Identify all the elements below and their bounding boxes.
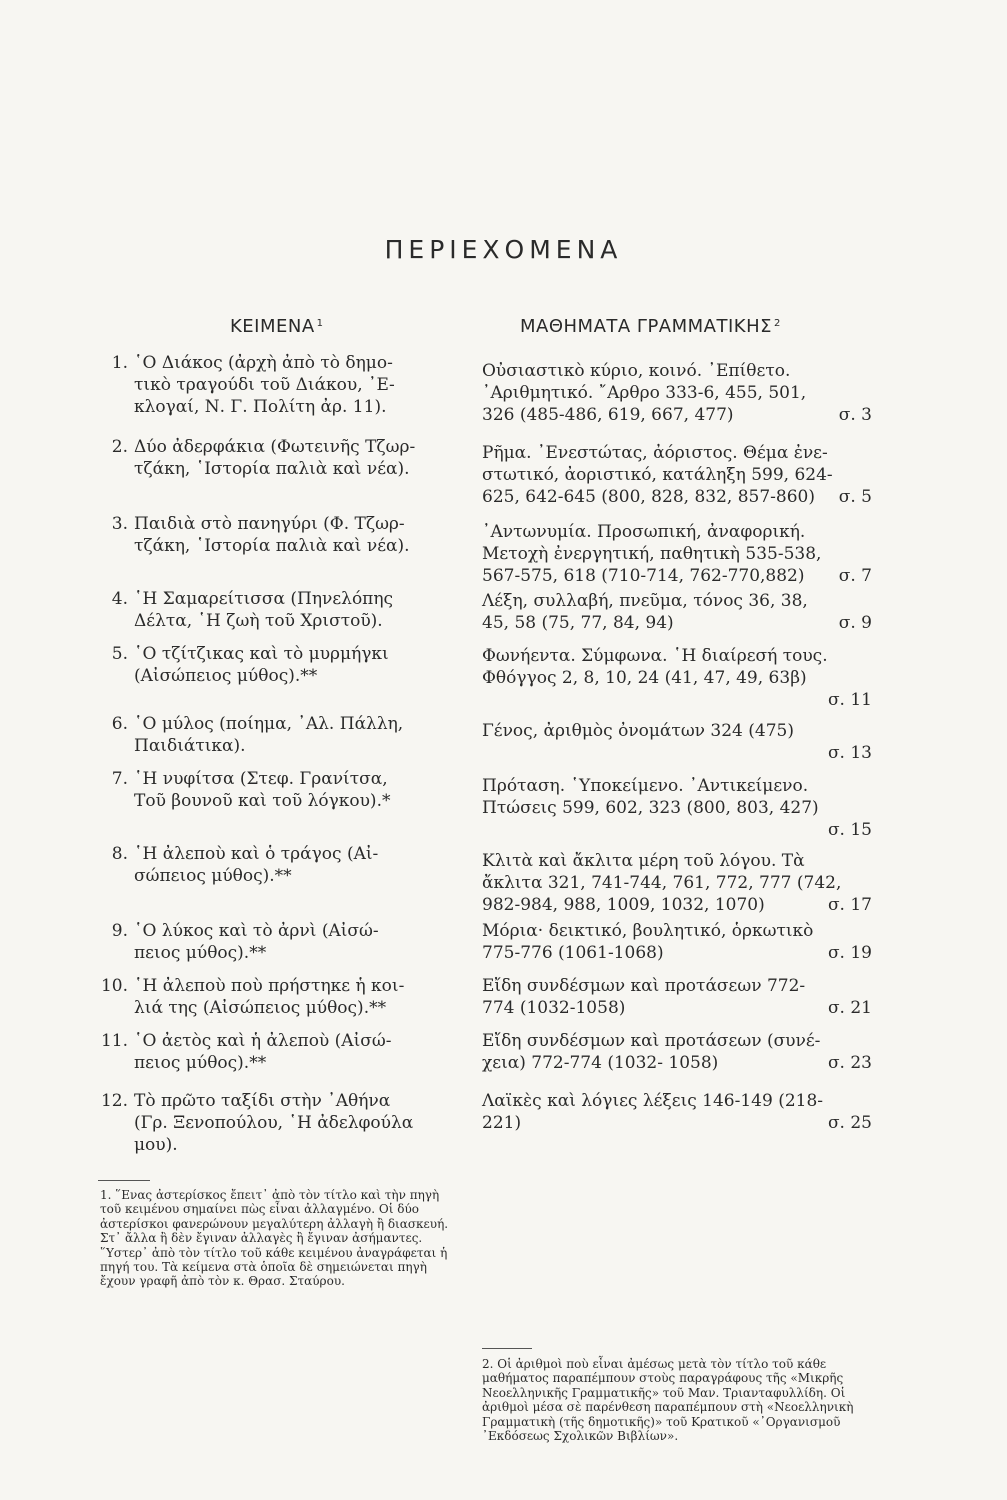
lesson-line-text: Εἴδη συνδέσμων καὶ προτάσεων 772-: [482, 976, 806, 996]
lesson-line: [482, 850, 872, 872]
text-entry-number: 11.: [100, 1031, 128, 1051]
text-entry-line: ῾Η ἀλεποὺ καὶ ὁ τράγος (Αἰ-: [134, 844, 379, 864]
lesson-line-text: 775-776 (1061-1068): [482, 943, 664, 963]
grammar-heading-label: ΜΑΘΗΜΑΤΑ ΓΡΑΜΜΑΤΙΚΗΣ: [520, 316, 773, 337]
footnote-mark-1: 1: [316, 318, 324, 329]
text-entry-line: μου).: [134, 1135, 178, 1155]
lesson-entry: [482, 1090, 872, 1134]
text-entry-number: 10.: [100, 976, 128, 996]
lesson-line: [482, 486, 872, 508]
text-entry-line: τζάκη, ῾Ιστορία παλιὰ καὶ νέα).: [134, 536, 410, 556]
lesson-entry: [482, 720, 872, 764]
text-entry-line: Τὸ πρῶτο ταξίδι στὴν ᾿Αθήνα: [134, 1091, 391, 1111]
lesson-line: [482, 464, 872, 486]
text-entry-number: 4.: [111, 589, 128, 609]
lesson-line-text: Πτώσεις 599, 602, 323 (800, 803, 427): [482, 798, 819, 818]
lesson-line-text: Μετοχὴ ἐνεργητική, παθητικὴ 535-538,: [482, 544, 822, 564]
lesson-line: [482, 920, 872, 942]
lesson-line: [482, 1090, 872, 1112]
lesson-line: [482, 997, 872, 1019]
lesson-entry: [482, 920, 872, 964]
lesson-line-text: ᾿Αντωνυμία. Προσωπική, ἀναφορική.: [482, 522, 806, 542]
lesson-line-text: Φωνήεντα. Σύμφωνα. ῾Η διαίρεσή τους.: [482, 646, 828, 666]
text-entry-number: 9.: [111, 921, 128, 941]
lesson-line-text: Πρόταση. ῾Υποκείμενο. ᾿Αντικείμενο.: [482, 776, 809, 796]
lesson-line-text: 45, 58 (75, 77, 84, 94): [482, 613, 674, 633]
lesson-line-text: 625, 642-645 (800, 828, 832, 857-860): [482, 487, 815, 507]
grammar-heading: [520, 316, 781, 337]
lesson-line: [482, 645, 872, 667]
lesson-page-ref: σ. 19: [827, 943, 872, 963]
lesson-line: [482, 872, 872, 894]
footnote-mark-2: 2: [774, 318, 781, 329]
lesson-line-text: 982-984, 988, 1009, 1032, 1070): [482, 895, 765, 915]
lesson-line: [482, 689, 872, 711]
lesson-line: [482, 975, 872, 997]
lesson-line-text: Ρῆμα. ᾿Ενεστώτας, ἀόριστος. Θέμα ἐνε-: [482, 443, 828, 463]
page-title: ΠΕΡΙΕΧΟΜΕΝΑ: [384, 235, 623, 264]
text-entry-line: πειος μύθος).**: [134, 1053, 267, 1073]
footnote-divider-left: [98, 1180, 150, 1181]
text-entry-line: κλογαί, Ν. Γ. Πολίτη ἀρ. 11).: [134, 397, 387, 417]
lesson-line-text: Κλιτὰ καὶ ἄκλιτα μέρη τοῦ λόγου. Τὰ: [482, 851, 805, 871]
footnote-right: 2. Οἱ ἀριθμοὶ ποὺ εἶναι ἀμέσως μετὰ τὸν τίτλο τοῦ κάθε μαθήματος παραπέμπουν στοὺς παραγράφους τῆς «Μικρῆς Νεοελληνικῆς Γραμματικῆς» τοῦ Μαν. Τριανταφυλλίδη. Οἱ ἀριθμοὶ μέσα σὲ παρένθεση παραπέμπουν στὴ «Νεοελληνικὴ Γραμματικὴ (τῆς δημοτικῆς)» τοῦ Κρατικοῦ «᾿Οργανισμοῦ ᾿Εκδόσεως Σχολικῶν Βιβλίων».: [482, 1357, 854, 1444]
lesson-page-ref: σ. 5: [838, 487, 872, 507]
lesson-page-ref: σ. 17: [827, 895, 872, 915]
lesson-line: [482, 1030, 872, 1052]
text-entry-line: ῾Η Σαμαρείτισσα (Πηνελόπης: [134, 589, 394, 609]
lesson-line: [482, 667, 872, 689]
lesson-line-text: ᾿Αριθμητικό. ῎Αρθρο 333-6, 455, 501,: [482, 383, 807, 403]
text-entry-number: 1.: [111, 353, 128, 373]
lesson-line-text: ἄκλιτα 321, 741-744, 761, 772, 777 (742,: [482, 873, 842, 893]
text-entry-line: ῾Ο μύλος (ποίημα, ᾿Αλ. Πάλλη,: [134, 714, 404, 734]
lesson-line-text: Γένος, ἀριθμὸς ὀνομάτων 324 (475): [482, 721, 794, 741]
text-entry-line: ῾Ο ἀετὸς καὶ ἡ ἀλεποὺ (Αἰσώ-: [134, 1031, 392, 1051]
lesson-line-text: Μόρια· δεικτικό, βουλητικό, ὁρκωτικὸ: [482, 921, 814, 941]
text-entry-line: ῾Η ἀλεποὺ ποὺ πρήστηκε ἡ κοι-: [134, 976, 405, 996]
text-entry-line: σώπειος μύθος).**: [134, 866, 292, 886]
text-entry-line: τικὸ τραγούδι τοῦ Διάκου, ᾿Ε-: [134, 375, 395, 395]
text-entry-number: 2.: [111, 437, 128, 457]
text-entry-number: 7.: [111, 769, 128, 789]
texts-heading-label: ΚΕΙΜΕΝΑ: [230, 316, 315, 337]
lesson-line: [482, 742, 872, 764]
text-entry-line: Τοῦ βουνοῦ καὶ τοῦ λόγκου).*: [134, 791, 391, 811]
text-entry-line: ῾Η νυφίτσα (Στεφ. Γρανίτσα,: [134, 769, 388, 789]
lesson-line-text: 774 (1032-1058): [482, 998, 626, 1018]
lesson-line: [482, 612, 872, 634]
lesson-line: [482, 720, 872, 742]
lesson-page-ref: σ. 3: [838, 405, 872, 425]
lesson-page-ref: σ. 9: [838, 613, 872, 633]
lesson-page-ref: σ. 25: [827, 1113, 872, 1133]
text-entry-line: Παιδιὰ στὸ πανηγύρι (Φ. Τζωρ-: [134, 514, 405, 534]
text-entry-number: 12.: [100, 1091, 128, 1111]
lesson-entry: [482, 1030, 872, 1074]
text-entry-number: 5.: [111, 644, 128, 664]
text-entry-line: λιά της (Αἰσώπειος μύθος).**: [134, 998, 387, 1018]
text-entry-number: 3.: [111, 514, 128, 534]
text-entry-line: τζάκη, ῾Ιστορία παλιὰ καὶ νέα).: [134, 459, 410, 479]
lesson-line: [482, 404, 872, 426]
lesson-line: [482, 894, 872, 916]
lesson-line-text: Λαϊκὲς καὶ λόγιες λέξεις 146-149 (218-: [482, 1091, 824, 1111]
text-entry-line: ῾Ο Διάκος (ἀρχὴ ἀπὸ τὸ δημο-: [134, 353, 393, 373]
lesson-line: [482, 565, 872, 587]
lesson-line: [482, 942, 872, 964]
lesson-line-text: Εἴδη συνδέσμων καὶ προτάσεων (συνέ-: [482, 1031, 821, 1051]
text-entry-number: 6.: [111, 714, 128, 734]
lesson-line: [482, 382, 872, 404]
lesson-page-ref: σ. 7: [838, 566, 872, 586]
lesson-line: [482, 360, 872, 382]
text-entry-line: πειος μύθος).**: [134, 943, 267, 963]
text-entry-line: (Αἰσώπειος μύθος).**: [134, 666, 318, 686]
lesson-line-text: 326 (485-486, 619, 667, 477): [482, 405, 734, 425]
lesson-entry: [482, 850, 872, 916]
text-entry-line: Δέλτα, ῾Η ζωὴ τοῦ Χριστοῦ).: [134, 611, 383, 631]
lesson-line: [482, 775, 872, 797]
lesson-entry: [482, 775, 872, 841]
lesson-line: [482, 819, 872, 841]
lesson-page-ref: σ. 15: [827, 820, 872, 840]
lesson-line-text: 221): [482, 1113, 522, 1133]
lesson-line-text: Λέξη, συλλαβή, πνεῦμα, τόνος 36, 38,: [482, 591, 808, 611]
text-entry-number: 8.: [111, 844, 128, 864]
lesson-line: [482, 1052, 872, 1074]
lesson-line-text: 567-575, 618 (710-714, 762-770,882): [482, 566, 805, 586]
texts-heading: [230, 316, 324, 337]
lesson-line: [482, 521, 872, 543]
lesson-entry: [482, 360, 872, 426]
lesson-line: [482, 797, 872, 819]
lesson-page-ref: σ. 11: [827, 690, 872, 710]
lesson-page-ref: σ. 13: [827, 743, 872, 763]
lesson-line: [482, 442, 872, 464]
lesson-entry: [482, 590, 872, 634]
footnote-left: 1. ῞Ενας ἀστερίσκος ἔπειτ᾿ ἀπὸ τὸν τίτλο καὶ τὴν πηγὴ τοῦ κειμένου σημαίνει πὼς εἶναι ἀλλαγμένο. Οἱ δύο ἀστερίσκοι φανερώνουν μεγαλύτερη ἀλλαγὴ ἢ διασκευή. Στ᾿ ἄλλα ἢ δὲν ἔγιναν ἀλλαγὲς ἢ ἔγιναν ἀσήμαντες. ῞Υστερ᾿ ἀπὸ τὸν τίτλο τοῦ κάθε κειμένου ἀναγράφεται ἡ πηγή του. Τὰ κείμενα στὰ ὁποῖα δὲ σημειώνεται πηγὴ ἔχουν γραφῆ ἀπὸ τὸν κ. Θρασ. Σταύρου.: [100, 1188, 449, 1289]
text-entry-line: (Γρ. Ξενοπούλου, ῾Η ἀδελφούλα: [134, 1113, 414, 1133]
lesson-page-ref: σ. 23: [827, 1053, 872, 1073]
lesson-entry: [482, 442, 872, 508]
lesson-line: [482, 543, 872, 565]
lesson-line-text: Φθόγγος 2, 8, 10, 24 (41, 47, 49, 63β): [482, 668, 807, 688]
lesson-line-text: στωτικό, ἀοριστικό, κατάληξη 599, 624-: [482, 465, 833, 485]
lesson-entry: [482, 521, 872, 587]
text-entry-line: ῾Ο λύκος καὶ τὸ ἀρνὶ (Αἰσώ-: [134, 921, 379, 941]
lesson-line-text: χεια) 772-774 (1032- 1058): [482, 1053, 719, 1073]
lesson-entry: [482, 975, 872, 1019]
footnote-divider-right: [482, 1348, 532, 1349]
lesson-entry: [482, 645, 872, 711]
text-entry-line: Δύο ἀδερφάκια (Φωτεινῆς Τζωρ-: [134, 437, 416, 457]
lesson-line-text: Οὐσιαστικὸ κύριο, κοινό. ᾿Επίθετο.: [482, 361, 791, 381]
text-entry-line: ῾Ο τζίτζικας καὶ τὸ μυρμήγκι: [134, 644, 389, 664]
lesson-line: [482, 590, 872, 612]
lesson-page-ref: σ. 21: [827, 998, 872, 1018]
lesson-line: [482, 1112, 872, 1134]
text-entry-line: Παιδιάτικα).: [134, 736, 246, 756]
